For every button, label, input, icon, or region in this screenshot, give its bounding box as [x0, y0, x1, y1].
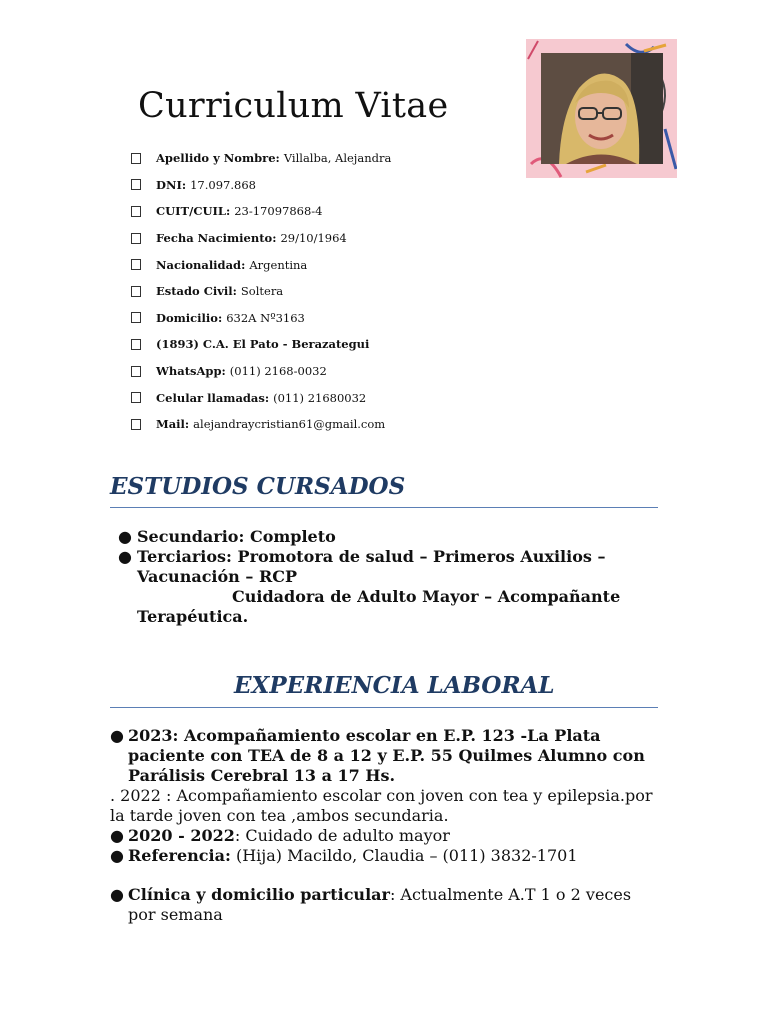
- info-key: WhatsApp:: [156, 364, 226, 379]
- checkbox-bullet-icon: [131, 339, 141, 350]
- info-key: Estado Civil:: [156, 284, 237, 299]
- list-item: [110, 885, 662, 925]
- experience-list: [110, 726, 662, 925]
- info-row: [131, 145, 551, 172]
- list-item-key: Referencia:: [128, 846, 231, 865]
- info-key: Nacionalidad:: [156, 257, 246, 272]
- bullet-icon: ●: [110, 846, 124, 865]
- list-item-text: Secundario: Completo: [137, 527, 336, 546]
- checkbox-bullet-icon: [131, 233, 141, 244]
- studies-divider: [110, 507, 658, 508]
- page-title: Curriculum Vitae: [138, 86, 449, 126]
- list-item-value: : Cuidado de adulto mayor: [234, 826, 450, 845]
- info-row: [131, 278, 551, 305]
- info-key: Fecha Nacimiento:: [156, 231, 277, 246]
- list-item-value: (Hija) Macildo, Claudia – (011) 3832-1701: [230, 846, 578, 865]
- info-value: (011) 21680032: [273, 390, 367, 405]
- info-row: [131, 251, 551, 278]
- bullet-icon: ●: [118, 527, 132, 546]
- info-row: [131, 384, 551, 411]
- list-item: [118, 527, 658, 547]
- studies-continuation: [118, 587, 658, 627]
- list-item-value: : Actualmente A.T 1 o 2 veces por semana: [128, 885, 632, 924]
- checkbox-bullet-icon: [131, 179, 141, 190]
- info-key: (1893) C.A. El Pato - Berazategui: [156, 337, 370, 352]
- bullet-icon: ●: [118, 547, 132, 566]
- bullet-icon: ●: [110, 726, 124, 745]
- info-key: DNI:: [156, 177, 187, 192]
- checkbox-bullet-icon: [131, 419, 141, 430]
- info-value: 17.097.868: [190, 177, 256, 192]
- info-key: Mail:: [156, 417, 190, 432]
- info-key: Celular llamadas:: [156, 390, 270, 405]
- info-value: Argentina: [249, 257, 308, 272]
- info-row: [131, 198, 551, 225]
- checkbox-bullet-icon: [131, 312, 141, 323]
- checkbox-bullet-icon: [131, 286, 141, 297]
- list-item-text: 2023: Acompañamiento escolar en E.P. 123 -La Plata paciente con TEA de 8 a 12 y E.P. 55 Quilmes Alumno con Parálisis Cerebral 13 a 17 Hs.: [128, 726, 645, 785]
- info-value: 632A Nº3163: [226, 310, 305, 325]
- info-value: alejandraycristian61@gmail.com: [193, 417, 386, 432]
- info-value: 29/10/1964: [280, 231, 347, 246]
- info-value: (011) 2168-0032: [229, 364, 327, 379]
- portrait-illustration: [541, 53, 663, 164]
- bullet-icon: ●: [110, 826, 124, 845]
- info-row: [131, 411, 551, 438]
- bullet-icon: ●: [110, 885, 124, 904]
- list-item-key: Clínica y domicilio particular: [128, 885, 390, 904]
- list-item-key: 2020 - 2022: [128, 826, 235, 845]
- checkbox-bullet-icon: [131, 153, 141, 164]
- checkbox-bullet-icon: [131, 366, 141, 377]
- checkbox-bullet-icon: [131, 259, 141, 270]
- studies-list: [118, 527, 658, 627]
- info-key: Apellido y Nombre:: [156, 151, 280, 166]
- info-row: [131, 358, 551, 385]
- info-row: [131, 225, 551, 252]
- info-value: Villalba, Alejandra: [283, 151, 392, 166]
- checkbox-bullet-icon: [131, 392, 141, 403]
- info-row: [131, 331, 551, 358]
- checkbox-bullet-icon: [131, 206, 141, 217]
- list-item: [118, 547, 658, 587]
- info-key: CUIT/CUIL:: [156, 204, 231, 219]
- list-item: [110, 846, 662, 866]
- info-row: [131, 172, 551, 199]
- profile-photo: [541, 53, 663, 164]
- personal-info-list: [131, 145, 551, 438]
- continuation-text: Cuidadora de Adulto Mayor – Acompañante Terapéutica.: [137, 587, 621, 626]
- list-item: [110, 726, 662, 786]
- experience-2022-line: . 2022 : Acompañamiento escolar con joven con tea y epilepsia.por la tarde joven con tea ,ambos secundaria.: [110, 786, 653, 825]
- experience-divider: [110, 707, 658, 708]
- info-value: Soltera: [240, 284, 284, 299]
- info-key: Domicilio:: [156, 310, 223, 325]
- studies-heading: ESTUDIOS CURSADOS: [110, 473, 406, 500]
- experience-heading: EXPERIENCIA LABORAL: [234, 672, 555, 699]
- list-item-text: Terciarios: Promotora de salud – Primeros Auxilios – Vacunación – RCP: [137, 547, 606, 586]
- info-value: 23-17097868-4: [234, 204, 323, 219]
- list-item: [110, 826, 662, 846]
- info-row: [131, 305, 551, 332]
